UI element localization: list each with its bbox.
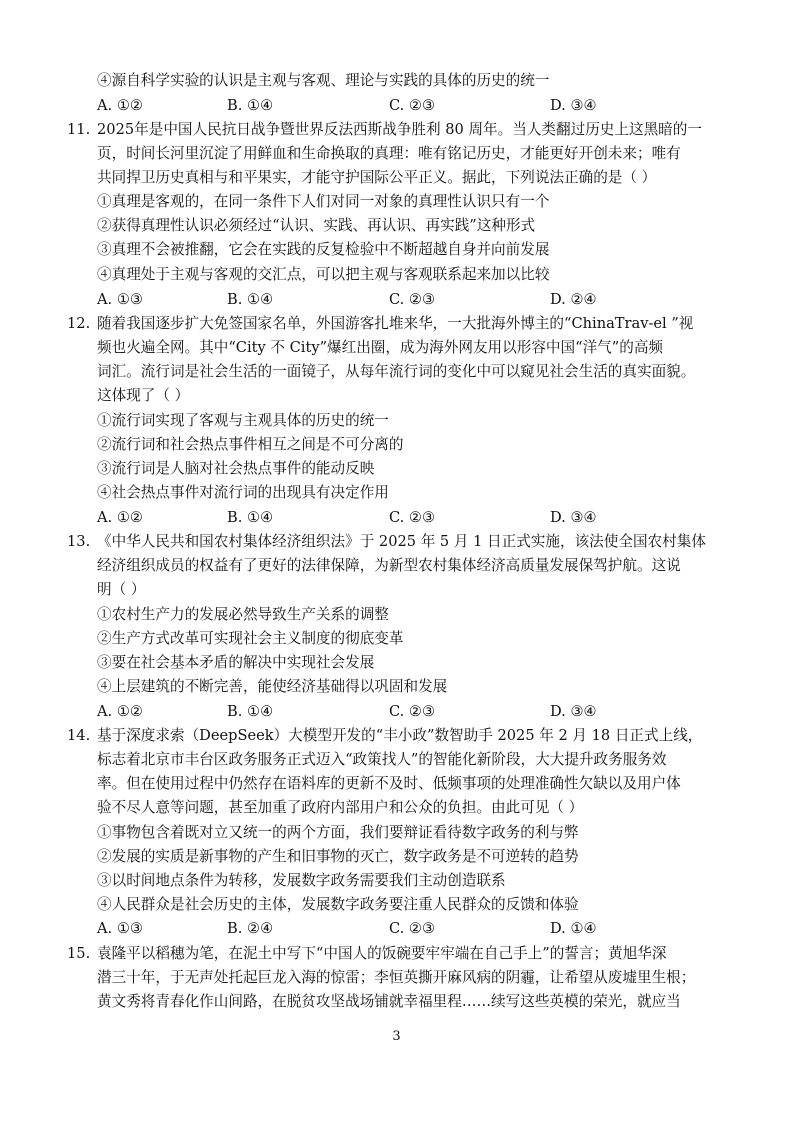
q14-statement-4: ④人民群众是社会历史的主体，发展数字政务要注重人民群众的反馈和体验 bbox=[97, 896, 579, 913]
q11-statement-4: ④真理处于主观与客观的交汇点，可以把主观与客观联系起来加以比较 bbox=[97, 266, 550, 283]
q13-statement-1: ①农村生产力的发展必然导致生产关系的调整 bbox=[97, 606, 389, 623]
q10-option-a: A. ①② bbox=[97, 97, 143, 114]
q12-statement-4: ④社会热点事件对流行词的出现具有决定作用 bbox=[97, 484, 389, 501]
q10-option-c: C. ②③ bbox=[389, 97, 436, 114]
q11-option-a: A. ①③ bbox=[97, 291, 143, 308]
q10-options bbox=[97, 94, 754, 118]
page-number: 3 bbox=[392, 1029, 401, 1044]
q11-option-c: C. ②③ bbox=[389, 291, 436, 308]
q12-stem-line-1: 12. 随着我国逐步扩大免签国家名单，外国游客扎堆来华，一大批海外博主的“ChinaTrav-el ”视 bbox=[67, 312, 754, 336]
q13-option-c: C. ②③ bbox=[389, 703, 436, 720]
q14-stem-line-4: 验不尽人意等问题，甚至加重了政府内部用户和公众的负担。由此可见（ ） bbox=[97, 799, 584, 816]
q11-stem-line-2: 页，时间长河里沉淀了用鲜血和生命换取的真理：唯有铭记历史，才能更好开创未来；唯有 bbox=[97, 145, 681, 162]
q13-statement-2: ②生产方式改革可实现社会主义制度的彻底变革 bbox=[97, 630, 404, 647]
q13-option-a: A. ①② bbox=[97, 703, 143, 720]
q15-stem-line-2: 潜三十年，于无声处托起巨龙入海的惊雷；李恒英撕开麻风病的阴霾，让希望从废墟里生根； bbox=[97, 969, 696, 986]
q10-option-d: D. ③④ bbox=[550, 97, 597, 114]
q12-statement-2: ②流行词和社会热点事件相互之间是不可分离的 bbox=[97, 436, 404, 453]
q14-stem-line-2: 标志着北京市丰台区政务服务正式迈入“政策找人”的智能化新阶段，大大提升政务服务效 bbox=[97, 751, 667, 768]
q12-option-c: C. ②③ bbox=[389, 509, 436, 526]
q15-stem-line-3: 黄文秀将青春化作山间路，在脱贫攻坚战场铺就幸福里程……续写这些英模的荣光，就应当 bbox=[97, 993, 681, 1010]
q12-number: 12. bbox=[67, 315, 91, 332]
q11-option-b: B. ①④ bbox=[227, 291, 274, 308]
q12-stem-line-3: 词汇。流行词是社会生活的一面镜子，从每年流行词的变化中可以窥见社会生活的真实面貌。 bbox=[97, 363, 696, 380]
q12-option-d: D. ③④ bbox=[550, 509, 597, 526]
q12-statement-3: ③流行词是人脑对社会热点事件的能动反映 bbox=[97, 460, 375, 477]
q10-option-b: B. ①④ bbox=[227, 97, 274, 114]
q14-stem-line-1: 14. 基于深度求索（DeepSeek）大模型开发的“丰小政”数智助手 2025 年 2 月 18 日正式上线， bbox=[67, 724, 754, 748]
q13-option-b: B. ①④ bbox=[227, 703, 274, 720]
q14-option-b: B. ②④ bbox=[227, 920, 274, 937]
q11-statement-1: ①真理是客观的，在同一条件下人们对同一对象的真理性认识只有一个 bbox=[97, 193, 550, 210]
q15-stem-line-1: 15. 袁隆平以稻穗为笔，在泥土中写下“中国人的饭碗要牢牢端在自己手上”的誓言；黄旭华深 bbox=[67, 942, 754, 966]
q14-option-d: D. ①④ bbox=[550, 920, 597, 937]
q12-statement-1: ①流行词实现了客观与主观具体的历史的统一 bbox=[97, 412, 389, 429]
q14-option-c: C. ②③ bbox=[389, 920, 436, 937]
q12-stem-line-2: 频也火遍全网。其中“City 不 City”爆红出圈，成为海外网友用以形容中国“洋气”的高频 bbox=[97, 339, 664, 356]
q13-number: 13. bbox=[67, 533, 91, 550]
q12-option-b: B. ①④ bbox=[227, 509, 274, 526]
q13-statement-4: ④上层建筑的不断完善，能使经济基础得以巩固和发展 bbox=[97, 678, 448, 695]
q14-statement-3: ③以时间地点条件为转移，发展数字政务需要我们主动创造联系 bbox=[97, 872, 506, 889]
q11-statement-2: ②获得真理性认识必须经过“认识、实践、再认识、再实践”这种形式 bbox=[97, 217, 536, 234]
q13-stem-line-3: 明（ ） bbox=[97, 581, 146, 598]
q15-number: 15. bbox=[67, 945, 91, 962]
q14-stem-line-3: 率。但在使用过程中仍然存在语料库的更新不及时、低频事项的处理准确性欠缺以及用户体 bbox=[97, 775, 681, 792]
q13-option-d: D. ③④ bbox=[550, 703, 597, 720]
q14-option-a: A. ①③ bbox=[97, 920, 143, 937]
q11-stem-line-3: 共同捍卫历史真相与和平果实，才能守护国际公平正义。据此，下列说法正确的是（ ） bbox=[97, 169, 657, 186]
q13-statement-3: ③要在社会基本矛盾的解决中实现社会发展 bbox=[97, 654, 375, 671]
q11-statement-3: ③真理不会被推翻，它会在实践的反复检验中不断超越自身并向前发展 bbox=[97, 241, 550, 258]
q14-statement-2: ②发展的实质是新事物的产生和旧事物的灭亡，数字政务是不可逆转的趋势 bbox=[97, 848, 579, 865]
q12-stem-line-4: 这体现了（ ） bbox=[97, 387, 190, 404]
q13-stem-line-2: 经济组织成员的权益有了更好的法律保障，为新型农村集体经济高质量发展保驾护航。这说 bbox=[97, 557, 681, 574]
q10-statement-4: ④源自科学实验的认识是主观与客观、理论与实践的具体的历史的统一 bbox=[97, 72, 550, 89]
q14-number: 14. bbox=[67, 727, 91, 744]
q11-options bbox=[97, 288, 754, 312]
q14-statement-1: ①事物包含着既对立又统一的两个方面，我们要辩证看待数字政务的利与弊 bbox=[97, 824, 579, 841]
q12-option-a: A. ①② bbox=[97, 509, 143, 526]
q14-options bbox=[97, 917, 754, 941]
q11-number: 11. bbox=[67, 121, 91, 138]
q13-options bbox=[97, 700, 754, 724]
q11-option-d: D. ②④ bbox=[550, 291, 597, 308]
q12-options bbox=[97, 506, 754, 530]
q13-stem-line-1: 13. 《中华人民共和国农村集体经济组织法》于 2025 年 5 月 1 日正式实施，该法使全国农村集体 bbox=[67, 530, 754, 554]
q11-stem-line-1: 11. 2025年是中国人民抗日战争暨世界反法西斯战争胜利 80 周年。当人类翻过历史上这黑暗的一 bbox=[67, 118, 754, 142]
